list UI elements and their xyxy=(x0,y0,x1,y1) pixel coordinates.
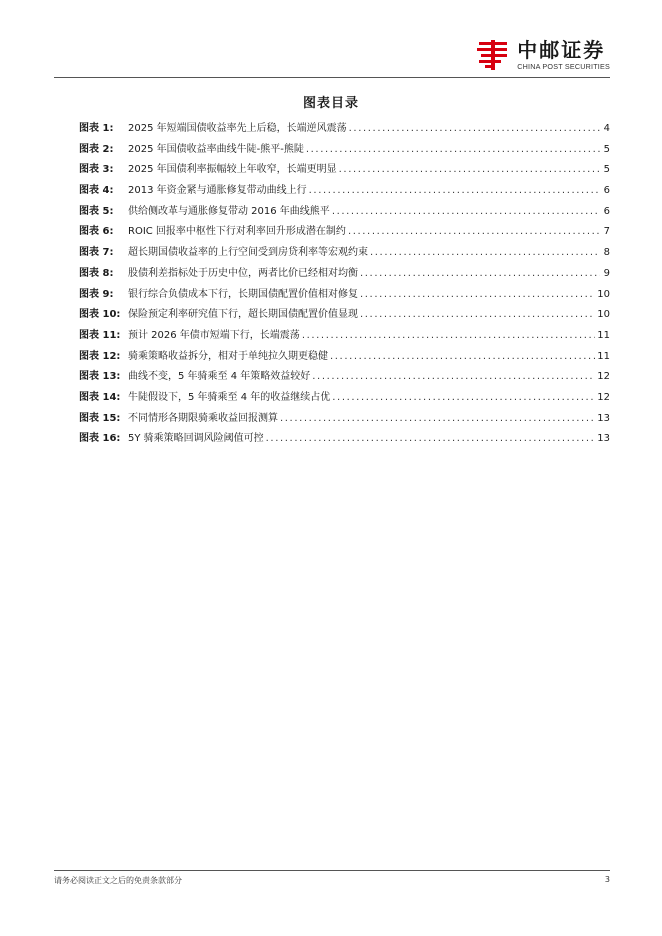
toc-item-page: 10 xyxy=(597,309,610,321)
toc-item-label: 图表 3: xyxy=(79,164,114,176)
toc-leader-dots xyxy=(266,433,596,444)
toc-item-page: 5 xyxy=(603,164,610,176)
toc-item[interactable] xyxy=(79,119,610,140)
toc-item-label: 图表 14: xyxy=(79,391,121,403)
toc-leader-dots xyxy=(330,351,595,362)
toc-item[interactable] xyxy=(79,347,610,368)
toc-item-page: 7 xyxy=(603,226,610,238)
toc-item-label: 图表 11: xyxy=(79,329,121,341)
logo-chinese-name: 中邮证券 xyxy=(517,38,606,62)
toc-item-text: 不同情形各期限骑乘收益回报测算 xyxy=(128,412,278,424)
toc-item-page: 13 xyxy=(597,412,610,424)
toc-item-text: 2025 年短端国债收益率先上后稳，长端逆风震荡 xyxy=(128,123,347,134)
toc-item-page: 12 xyxy=(597,371,610,383)
toc-leader-dots xyxy=(348,226,600,237)
toc-list xyxy=(79,119,610,450)
toc-item-page: 13 xyxy=(597,433,610,445)
toc-item-label: 图表 6: xyxy=(79,226,114,238)
toc-item-text: 2025 年国债收益率曲线牛陡-熊平-熊陡 xyxy=(128,143,304,155)
footer-disclaimer: 请务必阅读正文之后的免责条款部分 xyxy=(54,876,182,885)
toc-item-page: 12 xyxy=(597,391,610,403)
page-number: 3 xyxy=(604,875,610,884)
toc-item-text: 2025 年国债利率振幅较上年收窄，长端更明显 xyxy=(128,164,337,176)
toc-item-text: 5Y 骑乘策略回调风险阈值可控 xyxy=(128,433,264,445)
toc-item-text: 2013 年资金紧与通胀修复带动曲线上行 xyxy=(128,185,307,197)
header-divider xyxy=(54,77,610,78)
toc-item-page: 11 xyxy=(597,329,610,341)
toc-item-label: 图表 1: xyxy=(79,123,114,134)
toc-leader-dots xyxy=(332,206,600,217)
toc-item[interactable] xyxy=(79,367,610,388)
logo-english-name: CHINA POST SECURITIES xyxy=(517,62,610,71)
toc-item-label: 图表 4: xyxy=(79,185,114,197)
toc-title: 图表目录 xyxy=(302,96,359,111)
toc-item[interactable] xyxy=(79,160,610,181)
toc-item[interactable] xyxy=(79,326,610,347)
toc-item-text: 牛陡假设下，5 年骑乘至 4 年的收益继续占优 xyxy=(128,391,331,403)
toc-item-text: 骑乘策略收益拆分，相对于单纯拉久期更稳健 xyxy=(128,350,328,362)
toc-item[interactable] xyxy=(79,243,610,264)
toc-item-label: 图表 7: xyxy=(79,247,114,259)
toc-item[interactable] xyxy=(79,388,610,409)
toc-item-text: 曲线不变，5 年骑乘至 4 年策略效益较好 xyxy=(128,371,311,383)
toc-leader-dots xyxy=(312,371,595,382)
toc-item-label: 图表 8: xyxy=(79,267,114,279)
toc-leader-dots xyxy=(280,413,595,424)
toc-item[interactable] xyxy=(79,409,610,430)
toc-item-text: 银行综合负债成本下行，长期国债配置价值相对修复 xyxy=(128,288,358,300)
toc-item[interactable] xyxy=(79,202,610,223)
toc-item-text: 超长期国债收益率的上行空间受到房贷利率等宏观约束 xyxy=(128,247,368,259)
toc-item-label: 图表 5: xyxy=(79,205,114,217)
toc-item[interactable] xyxy=(79,429,610,450)
toc-leader-dots xyxy=(360,268,600,279)
toc-leader-dots xyxy=(332,392,595,403)
toc-leader-dots xyxy=(349,123,600,134)
toc-leader-dots xyxy=(306,144,600,155)
toc-item-page: 5 xyxy=(603,143,610,155)
toc-item-label: 图表 10: xyxy=(79,309,121,321)
china-post-logo-icon xyxy=(475,38,511,72)
toc-item[interactable] xyxy=(79,222,610,243)
toc-item[interactable] xyxy=(79,181,610,202)
toc-item-text: 预计 2026 年债市短端下行，长端震荡 xyxy=(128,329,300,341)
header-logo xyxy=(475,38,610,72)
toc-leader-dots xyxy=(370,247,600,258)
toc-item[interactable] xyxy=(79,285,610,306)
toc-item-page: 8 xyxy=(603,247,610,259)
toc-item-page: 9 xyxy=(603,267,610,279)
toc-item[interactable] xyxy=(79,305,610,326)
toc-item-label: 图表 2: xyxy=(79,143,114,155)
toc-item-text: ROIC 回报率中枢性下行对利率回升形成潜在制约 xyxy=(128,226,346,238)
toc-item-label: 图表 16: xyxy=(79,433,121,445)
toc-item-text: 供给侧改革与通胀修复带动 2016 年曲线熊平 xyxy=(128,205,330,217)
toc-leader-dots xyxy=(302,330,595,341)
toc-leader-dots xyxy=(339,164,600,175)
toc-leader-dots xyxy=(309,185,600,196)
toc-item[interactable] xyxy=(79,264,610,285)
toc-item-text: 股债利差指标处于历史中位，两者比价已经相对均衡 xyxy=(128,267,358,279)
toc-leader-dots xyxy=(360,289,595,300)
toc-item-page: 10 xyxy=(597,288,610,300)
toc-item-text: 保险预定利率研究值下行，超长期国债配置价值显现 xyxy=(128,309,358,321)
toc-item-label: 图表 15: xyxy=(79,412,121,424)
toc-item-page: 6 xyxy=(603,185,610,197)
toc-item-page: 4 xyxy=(603,123,610,134)
toc-item-page: 11 xyxy=(597,350,610,362)
toc-item-label: 图表 12: xyxy=(79,350,121,362)
toc-leader-dots xyxy=(360,309,595,320)
toc-item-label: 图表 9: xyxy=(79,288,114,300)
footer-divider xyxy=(54,870,610,871)
toc-item[interactable] xyxy=(79,140,610,161)
toc-item-page: 6 xyxy=(603,205,610,217)
toc-item-label: 图表 13: xyxy=(79,371,121,383)
